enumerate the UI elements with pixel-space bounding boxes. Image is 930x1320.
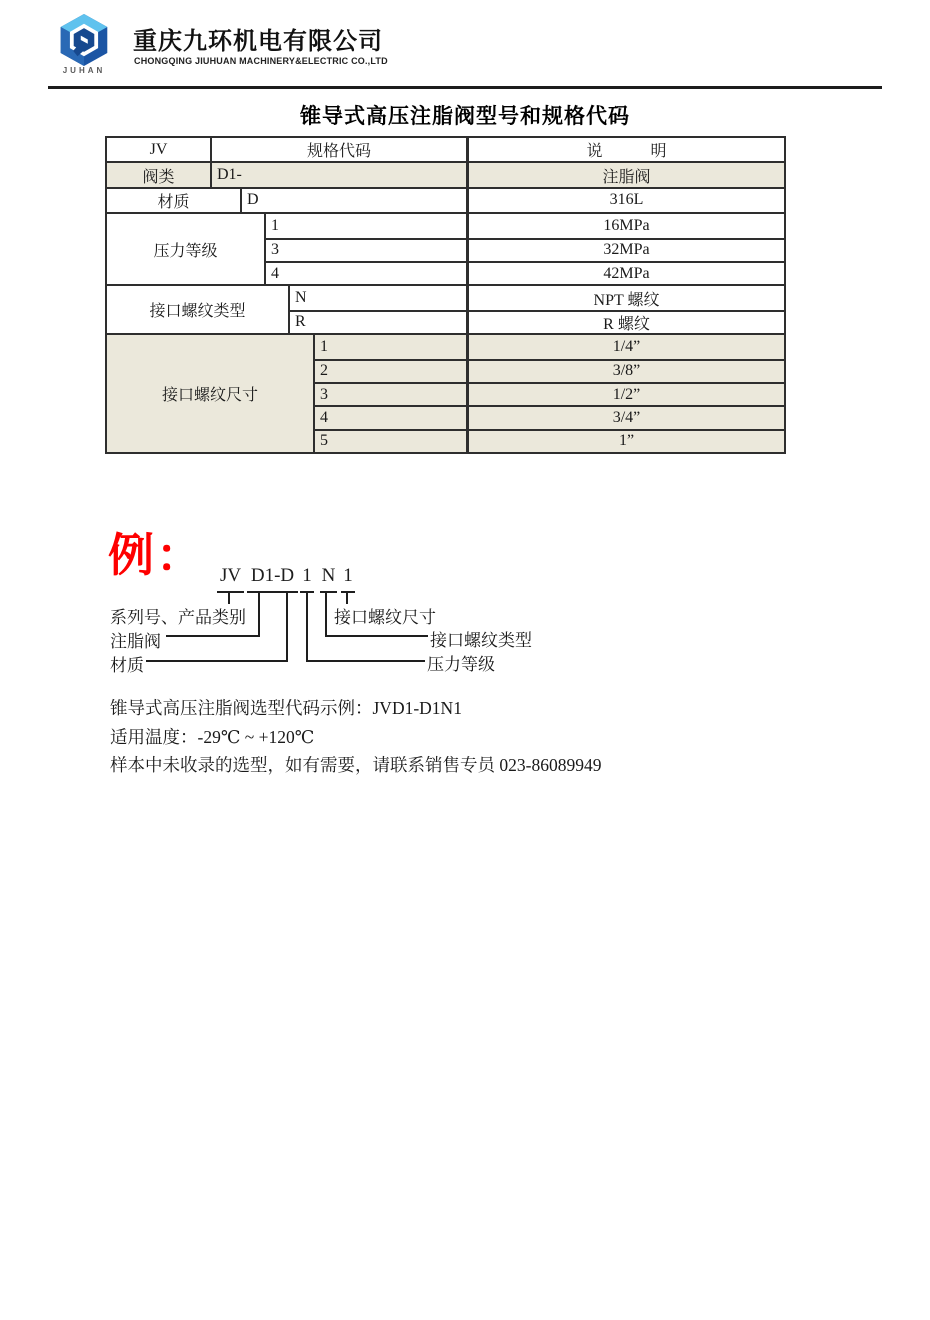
desc-cell: 1/2” <box>466 384 784 405</box>
table-section-thread-type <box>107 284 784 333</box>
table-row <box>290 286 784 309</box>
table-row <box>242 189 784 212</box>
table-section-material <box>107 187 784 212</box>
company-name: 重庆九环机电有限公司 <box>133 28 383 55</box>
code-cell: 5 <box>315 431 466 452</box>
code-cell: N <box>295 289 307 307</box>
callout-valve: 注脂阀 <box>110 632 161 651</box>
desc-cell: 注脂阀 <box>466 163 784 186</box>
spec-code-table <box>105 136 786 454</box>
table-row <box>266 261 784 284</box>
code-cell: 2 <box>315 361 466 382</box>
code-cell: 4 <box>271 264 279 282</box>
connector-line-vertical <box>325 593 327 637</box>
label-cell: 材质 <box>107 189 242 212</box>
callout-thread-size: 接口螺纹尺寸 <box>334 608 436 627</box>
logo-wordmark: JUHAN <box>62 66 106 75</box>
example-code-valve-material: D1-D <box>247 565 298 593</box>
label-cell: 压力等级 <box>107 214 266 284</box>
label-cell: 接口螺纹尺寸 <box>107 335 315 452</box>
desc-cell: R 螺纹 <box>466 312 784 333</box>
connector-line-vertical <box>258 593 260 637</box>
table-section-valve-class <box>107 161 784 186</box>
table-row <box>315 382 784 405</box>
code-cell: 3 <box>315 384 466 405</box>
notes-block <box>110 694 601 780</box>
table-row <box>212 163 784 186</box>
desc-cell: 32MPa <box>466 240 784 261</box>
connector-line-horizontal <box>146 660 288 662</box>
table-row <box>315 359 784 382</box>
table-header-row <box>212 138 784 161</box>
connector-line-vertical <box>306 593 308 662</box>
label-cell: 接口螺纹类型 <box>107 286 290 333</box>
connector-line-horizontal <box>166 635 260 637</box>
desc-cell: 3/8” <box>466 361 784 382</box>
desc-cell: 316L <box>466 189 784 212</box>
table-section-pressure <box>107 212 784 284</box>
code-cell: R <box>295 313 306 331</box>
example-heading: 例： <box>108 530 204 581</box>
table-row <box>315 429 784 452</box>
table-row <box>266 238 784 261</box>
note-example-code: 锥导式高压注脂阀选型代码示例：JVD1-D1N1 <box>110 698 462 718</box>
code-cell: 1 <box>271 216 279 234</box>
connector-line-horizontal <box>306 660 425 662</box>
table-row <box>315 335 784 358</box>
example-code-pressure: 1 <box>300 565 314 593</box>
desc-cell: NPT 螺纹 <box>466 286 784 309</box>
table-row <box>290 310 784 333</box>
header-desc-cell: 说 明 <box>466 138 784 161</box>
table-row <box>315 405 784 428</box>
callout-material: 材质 <box>110 656 144 675</box>
desc-cell: 1/4” <box>466 335 784 358</box>
note-sales-contact: 样本中未收录的选型，如有需要，请联系销售专员 023-86089949 <box>110 755 602 775</box>
company-name-english: CHONGQING JIUHUAN MACHINERY&ELECTRIC CO.,LTD <box>134 56 388 66</box>
example-code-series: JV <box>217 565 244 593</box>
code-cell: 4 <box>315 407 466 428</box>
code-cell: D <box>247 191 259 209</box>
header-series-cell: JV <box>107 138 212 161</box>
note-temperature-range: 适用温度：-29℃ ~ +120℃ <box>110 726 315 747</box>
table-row <box>266 214 784 237</box>
connector-line-vertical <box>286 593 288 662</box>
table-header-section <box>107 138 784 161</box>
code-cell: D1- <box>212 163 466 186</box>
desc-cell: 1” <box>466 431 784 452</box>
company-logo-icon <box>56 14 112 66</box>
code-cell: 1 <box>315 335 466 358</box>
header-spec-cell: 规格代码 <box>306 143 371 161</box>
callout-thread-type: 接口螺纹类型 <box>430 631 532 650</box>
connector-line-horizontal <box>325 635 428 637</box>
callout-pressure: 压力等级 <box>427 655 495 674</box>
example-code-thread-type: N <box>320 565 337 593</box>
table-section-thread-size <box>107 333 784 452</box>
example-code-thread-size: 1 <box>341 565 355 593</box>
desc-cell: 3/4” <box>466 407 784 428</box>
label-cell: 阀类 <box>107 163 212 186</box>
header-divider <box>48 86 882 89</box>
desc-cell: 16MPa <box>466 214 784 237</box>
desc-cell: 42MPa <box>466 263 784 284</box>
callout-series: 系列号、产品类别 <box>110 608 246 627</box>
code-cell: 3 <box>271 241 279 259</box>
page-title: 锥导式高压注脂阀型号和规格代码 <box>300 104 630 128</box>
